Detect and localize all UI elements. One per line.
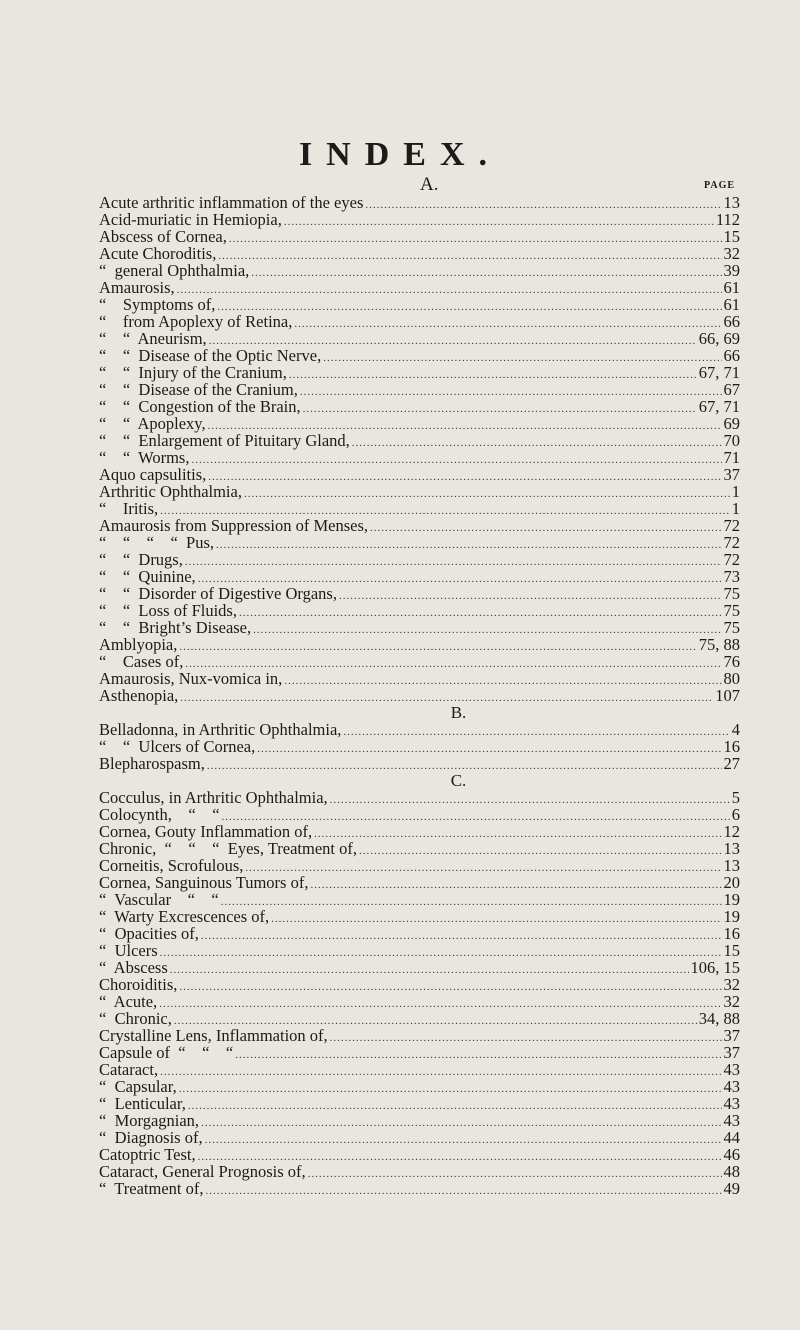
dot-leader — [365, 197, 721, 214]
entry-page: 12 — [723, 822, 740, 841]
dot-leader — [160, 945, 722, 962]
entry-page: 72 — [723, 516, 740, 535]
dot-leader — [343, 724, 729, 741]
entry-text: “ Morgagnian, — [99, 1111, 200, 1130]
index-entry — [99, 449, 740, 466]
index-entry — [99, 194, 740, 211]
dot-leader — [289, 367, 697, 384]
dot-leader — [323, 350, 721, 367]
index-entry — [99, 687, 740, 704]
entry-page: 46 — [723, 1145, 740, 1164]
entry-page: 32 — [723, 244, 740, 263]
entry-text: “ from Apoplexy of Retina, — [99, 312, 293, 331]
entry-page: 43 — [723, 1111, 740, 1130]
entry-text: Cataract, General Prognosis of, — [99, 1162, 306, 1181]
dot-leader — [191, 452, 721, 469]
entry-text: “ Acute, — [99, 992, 158, 1011]
entry-page: 32 — [723, 992, 740, 1011]
entry-page: 67, 71 — [698, 397, 740, 416]
page-column-header: PAGE — [704, 180, 736, 191]
entry-page: 43 — [723, 1077, 740, 1096]
entry-text: “ Chronic, — [99, 1009, 172, 1028]
index-entry — [99, 738, 740, 755]
entry-page: 73 — [723, 567, 740, 586]
entry-text: “ Ulcers — [99, 941, 158, 960]
dot-leader — [206, 1183, 722, 1200]
entry-page: 43 — [723, 1060, 740, 1079]
entry-page: 69 — [723, 414, 740, 433]
dot-leader — [245, 860, 721, 877]
dot-leader — [218, 248, 721, 265]
index-entry — [99, 568, 740, 585]
index-entry — [99, 228, 740, 245]
entry-text: “ “ Congestion of the Brain, — [99, 397, 301, 416]
entry-page: 19 — [723, 890, 740, 909]
index-entry — [99, 653, 740, 670]
dot-leader — [253, 622, 721, 639]
entry-text: Amaurosis, — [99, 278, 175, 297]
entry-page: 44 — [723, 1128, 740, 1147]
entry-page: 15 — [723, 227, 740, 246]
entry-text: “ “ Bright’s Disease, — [99, 618, 252, 637]
entry-text: “ “ Aneurism, — [99, 329, 207, 348]
entry-text: Colocynth, “ “ — [99, 805, 220, 824]
entry-page: 37 — [723, 465, 740, 484]
dot-leader — [284, 673, 721, 690]
entry-page: 34, 88 — [698, 1009, 740, 1028]
index-entry — [99, 823, 740, 840]
entry-text: Abscess of Cornea, — [99, 227, 227, 246]
index-entries — [99, 194, 740, 1197]
entry-text: Choroiditis, — [99, 975, 178, 994]
dot-leader — [201, 1115, 721, 1132]
entry-text: Corneitis, Scrofulous, — [99, 856, 244, 875]
entry-text: Cornea, Gouty Inflammation of, — [99, 822, 313, 841]
section-letter-a: A. — [420, 174, 439, 195]
dot-leader — [330, 792, 730, 809]
entry-text: “ Symptoms of, — [99, 295, 216, 314]
entry-page: 6 — [731, 805, 740, 824]
dot-leader — [330, 1030, 722, 1047]
entry-text: Blepharospasm, — [99, 754, 205, 773]
entry-page: 13 — [723, 839, 740, 858]
entry-text: “ Opacities of, — [99, 924, 199, 943]
entry-text: “ Iritis, — [99, 499, 159, 518]
page-title: INDEX. — [298, 136, 502, 173]
dot-leader — [188, 1098, 722, 1115]
dot-leader — [170, 962, 689, 979]
index-entry — [99, 1112, 740, 1129]
entry-text: Crystalline Lens, Inflammation of, — [99, 1026, 328, 1045]
entry-text: “ “ Injury of the Cranium, — [99, 363, 287, 382]
dot-leader — [251, 265, 721, 282]
entry-text: Acute arthritic inflammation of the eyes — [99, 193, 364, 212]
dot-leader — [352, 435, 722, 452]
dot-leader — [229, 231, 722, 248]
dot-leader — [201, 928, 722, 945]
entry-text: “ Treatment of, — [99, 1179, 204, 1198]
entry-page: 75 — [723, 601, 740, 620]
entry-text: Amblyopia, — [99, 635, 178, 654]
entry-text: Chronic, “ “ “ Eyes, Treatment of, — [99, 839, 357, 858]
entry-text: “ “ Disorder of Digestive Organs, — [99, 584, 337, 603]
entry-page: 4 — [731, 720, 740, 739]
entry-text: “ Vascular “ “ — [99, 890, 219, 909]
entry-text: “ “ Disease of the Cranium, — [99, 380, 298, 399]
index-entry — [99, 721, 740, 738]
index-entry — [99, 585, 740, 602]
dot-leader — [235, 1047, 721, 1064]
dot-leader — [303, 401, 697, 418]
dot-leader — [179, 1081, 722, 1098]
entry-page: 49 — [723, 1179, 740, 1198]
index-entry — [99, 1061, 740, 1078]
index-entry — [99, 925, 740, 942]
index-entry — [99, 517, 740, 534]
entry-page: 80 — [723, 669, 740, 688]
index-entry — [99, 1146, 740, 1163]
index-entry — [99, 789, 740, 806]
dot-leader — [310, 877, 721, 894]
index-entry — [99, 1163, 740, 1180]
entry-page: 67, 71 — [698, 363, 740, 382]
dot-leader — [271, 911, 721, 928]
index-entry — [99, 483, 740, 500]
entry-text: Amaurosis, Nux-vomica in, — [99, 669, 283, 688]
index-entry — [99, 840, 740, 857]
index-entry — [99, 534, 740, 551]
section-letter-b: B. — [450, 703, 467, 722]
index-entry — [99, 874, 740, 891]
dot-leader — [294, 316, 721, 333]
index-entry — [99, 1129, 740, 1146]
entry-page: 43 — [723, 1094, 740, 1113]
entry-page: 1 — [731, 482, 740, 501]
entry-page: 15 — [723, 941, 740, 960]
entry-page: 27 — [723, 754, 740, 773]
entry-page: 16 — [723, 737, 740, 756]
index-entry — [99, 942, 740, 959]
entry-text: Acute Choroditis, — [99, 244, 217, 263]
entry-page: 75, 88 — [698, 635, 740, 654]
dot-leader — [257, 741, 721, 758]
entry-page: 70 — [723, 431, 740, 450]
dot-leader — [308, 1166, 722, 1183]
entry-text: “ “ Worms, — [99, 448, 190, 467]
index-entry — [99, 1180, 740, 1197]
entry-text: Cornea, Sanguinous Tumors of, — [99, 873, 309, 892]
entry-text: “ “ Quinine, — [99, 567, 196, 586]
dot-leader — [160, 1064, 721, 1081]
entry-text: Belladonna, in Arthritic Ophthalmia, — [99, 720, 342, 739]
index-entry — [99, 245, 740, 262]
dot-leader — [159, 996, 721, 1013]
entry-page: 16 — [723, 924, 740, 943]
entry-page: 20 — [723, 873, 740, 892]
entry-text: “ “ Enlargement of Pituitary Gland, — [99, 431, 350, 450]
entry-text: “ Capsular, — [99, 1077, 177, 1096]
index-entry — [99, 1044, 740, 1061]
dot-leader — [208, 469, 721, 486]
entry-page: 72 — [723, 550, 740, 569]
dot-leader — [370, 520, 721, 537]
index-entry — [99, 296, 740, 313]
entry-page: 66 — [723, 312, 740, 331]
entry-page: 66, 69 — [698, 329, 740, 348]
entry-text: Aquo capsulitis, — [99, 465, 207, 484]
entry-text: Cataract, — [99, 1060, 159, 1079]
entry-page: 13 — [723, 193, 740, 212]
entry-text: Asthenopia, — [99, 686, 179, 705]
entry-page: 1 — [731, 499, 740, 518]
entry-page: 5 — [731, 788, 740, 807]
index-entry — [99, 1027, 740, 1044]
entry-text: “ Diagnosis of, — [99, 1128, 203, 1147]
index-entry — [99, 313, 740, 330]
entry-page: 61 — [723, 278, 740, 297]
entry-page: 32 — [723, 975, 740, 994]
index-entry — [99, 415, 740, 432]
dot-leader — [284, 214, 714, 231]
index-entry — [99, 1095, 740, 1112]
index-entry — [99, 279, 740, 296]
index-entry — [99, 993, 740, 1010]
dot-leader — [177, 282, 722, 299]
index-entry — [99, 959, 740, 976]
dot-leader — [359, 843, 722, 860]
index-entry — [99, 364, 740, 381]
index-entry — [99, 381, 740, 398]
entry-page: 37 — [723, 1043, 740, 1062]
entry-page: 75 — [723, 584, 740, 603]
index-entry — [99, 976, 740, 993]
entry-text: “ Abscess — [99, 958, 168, 977]
dot-leader — [221, 894, 722, 911]
entry-page: 61 — [723, 295, 740, 314]
dot-leader — [179, 979, 721, 996]
entry-text: “ Cases of, — [99, 652, 184, 671]
index-entry — [99, 330, 740, 347]
entry-page: 66 — [723, 346, 740, 365]
index-entry — [99, 908, 740, 925]
entry-text: “ Lenticular, — [99, 1094, 186, 1113]
index-entry — [99, 432, 740, 449]
entry-text: “ “ Ulcers of Cornea, — [99, 737, 256, 756]
entry-text: Cocculus, in Arthritic Ophthalmia, — [99, 788, 328, 807]
entry-text: Acid-muriatic in Hemiopia, — [99, 210, 282, 229]
entry-page: 13 — [723, 856, 740, 875]
entry-text: Catoptric Test, — [99, 1145, 196, 1164]
entry-page: 48 — [723, 1162, 740, 1181]
dot-leader — [216, 537, 721, 554]
index-entry — [99, 500, 740, 517]
dot-leader — [314, 826, 721, 843]
index-entry — [99, 619, 740, 636]
entry-text: Capsule of “ “ “ — [99, 1043, 234, 1062]
index-entry — [99, 466, 740, 483]
dot-leader — [239, 605, 722, 622]
entry-text: Arthritic Ophthalmia, — [99, 482, 242, 501]
index-entry — [99, 602, 740, 619]
dot-leader — [300, 384, 722, 401]
index-entry — [99, 806, 740, 823]
entry-text: Amaurosis from Suppression of Menses, — [99, 516, 369, 535]
dot-leader — [244, 486, 730, 503]
entry-page: 67 — [723, 380, 740, 399]
index-entry — [99, 1078, 740, 1095]
index-entry — [99, 670, 740, 687]
index-entry — [99, 398, 740, 415]
entry-page: 71 — [723, 448, 740, 467]
index-entry — [99, 1010, 740, 1027]
index-entry — [99, 211, 740, 228]
entry-text: “ “ Apoplexy, — [99, 414, 206, 433]
entry-page: 107 — [715, 686, 740, 705]
entry-text: “ “ Loss of Fluids, — [99, 601, 237, 620]
index-entry — [99, 636, 740, 653]
dot-leader — [180, 690, 713, 707]
entry-page: 75 — [723, 618, 740, 637]
entry-page: 19 — [723, 907, 740, 926]
dot-leader — [217, 299, 721, 316]
dot-leader — [339, 588, 722, 605]
entry-text: “ “ “ “ Pus, — [99, 533, 215, 552]
index-entry — [99, 857, 740, 874]
entry-text: “ “ Drugs, — [99, 550, 183, 569]
entry-page: 37 — [723, 1026, 740, 1045]
section-letter-c: C. — [450, 771, 467, 790]
dot-leader — [179, 639, 696, 656]
index-entry — [99, 262, 740, 279]
dot-leader — [205, 1132, 722, 1149]
index-entry — [99, 551, 740, 568]
index-entry — [99, 347, 740, 364]
dot-leader — [185, 554, 722, 571]
entry-page: 76 — [723, 652, 740, 671]
entry-page: 72 — [723, 533, 740, 552]
index-entry — [99, 755, 740, 772]
entry-text: “ “ Disease of the Optic Nerve, — [99, 346, 322, 365]
entry-text: “ general Ophthalmia, — [99, 261, 250, 280]
index-entry — [99, 891, 740, 908]
entry-page: 39 — [723, 261, 740, 280]
entry-page: 112 — [715, 210, 740, 229]
entry-text: “ Warty Excrescences of, — [99, 907, 270, 926]
entry-page: 106, 15 — [690, 958, 740, 977]
